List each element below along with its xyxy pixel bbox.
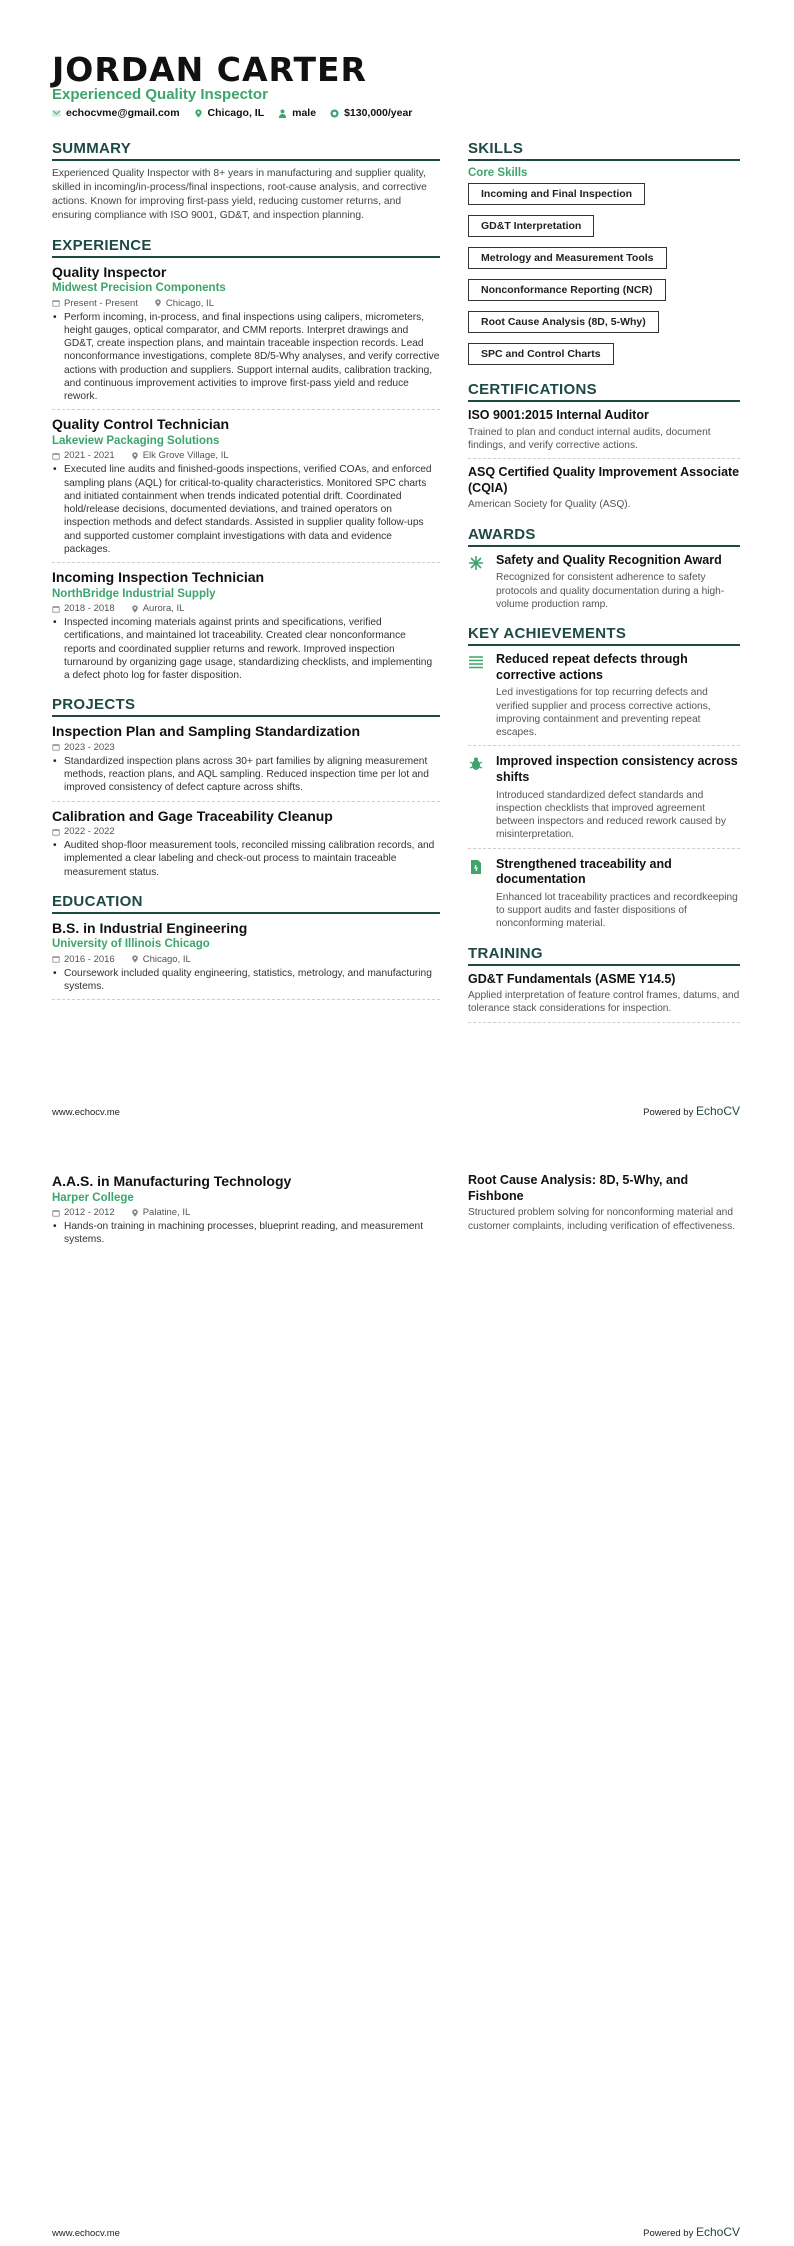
- footer-powered: [643, 1104, 740, 1118]
- awards-heading: AWARDS: [468, 526, 740, 547]
- contact-location: [194, 107, 265, 119]
- achievement-desc: Led investigations for top recurring defects and verified supplier and process corrective actions, improving containment and preventing repeat escapes.: [496, 687, 711, 738]
- education-item: [52, 920, 440, 1001]
- email-text: echocvme@gmail.com: [66, 107, 180, 119]
- calendar-icon: [52, 299, 60, 307]
- summary-heading: SUMMARY: [52, 140, 440, 161]
- certification-item: [468, 408, 740, 459]
- job-dates: 2021 - 2021: [64, 450, 115, 462]
- skill-tag: SPC and Control Charts: [468, 343, 614, 365]
- project-bullets: [52, 839, 440, 879]
- degree-title: A.A.S. in Manufacturing Technology: [52, 1173, 292, 1189]
- certification-title: ASQ Certified Quality Improvement Associate (CQIA): [468, 465, 740, 495]
- job-title: Incoming Inspection Technician: [52, 569, 265, 586]
- job-location: Aurora, IL: [142, 603, 185, 615]
- project-item: [52, 808, 440, 885]
- achievements-heading: KEY ACHIEVEMENTS: [468, 625, 740, 646]
- job-dates: Present - Present: [64, 297, 138, 309]
- skill-tag: GD&T Interpretation: [468, 215, 594, 237]
- skills-subheading: Core Skills: [468, 167, 528, 179]
- resume-page-2: [0, 1123, 794, 2246]
- achievement-desc: Enhanced lot traceability practices and recordkeeping to support audits and faster dispositions of nonconforming material.: [496, 891, 738, 930]
- skill-tag: Root Cause Analysis (8D, 5-Why): [468, 311, 659, 333]
- achievement-item: [468, 754, 740, 848]
- project-bullets: [52, 755, 440, 795]
- skills-heading: SKILLS: [468, 140, 740, 161]
- award-item: [468, 553, 740, 617]
- skill-tag: Incoming and Final Inspection: [468, 183, 645, 205]
- award-desc: Recognized for consistent adherence to safety protocols and quality documentation during a high-volume production ramp.: [496, 572, 725, 610]
- award-title: Safety and Quality Recognition Award: [496, 552, 722, 567]
- education-location: Chicago, IL: [142, 953, 191, 965]
- education-location: Palatine, IL: [142, 1207, 191, 1219]
- training-title: Root Cause Analysis: 8D, 5-Why, and Fishbone: [468, 1173, 689, 1203]
- calendar-icon: [52, 452, 60, 460]
- calendar-icon: [52, 605, 60, 613]
- document-icon: [468, 859, 484, 875]
- location-pin-icon: [131, 605, 139, 613]
- footer-site-link[interactable]: www.echocv.me: [52, 2228, 120, 2239]
- skill-tag-list: [468, 183, 740, 375]
- education-bullet: • Coursework included quality engineering, statistics, metrology, and manufacturing systems.: [52, 967, 440, 994]
- job-meta: [52, 298, 440, 309]
- certifications-heading: CERTIFICATIONS: [468, 381, 740, 402]
- calendar-icon: [52, 743, 60, 751]
- company-name: NorthBridge Industrial Supply: [52, 587, 216, 600]
- calendar-icon: [52, 1209, 60, 1217]
- skill-tag: Metrology and Measurement Tools: [468, 247, 667, 269]
- training-item: [468, 972, 740, 1023]
- degree-title: B.S. in Industrial Engineering: [52, 919, 248, 936]
- project-bullet: • Audited shop-floor measurement tools, reconciled missing calibration records, and implemented a clear labeling and check-out process to maintain traceable measurement status.: [52, 839, 440, 879]
- location-pin-icon: [131, 1209, 139, 1217]
- contact-salary: [330, 107, 412, 119]
- job-meta: [52, 603, 440, 614]
- footer-site-link[interactable]: www.echocv.me: [52, 1107, 120, 1118]
- school-name: Harper College: [52, 1191, 134, 1204]
- training-section: [468, 945, 740, 1023]
- left-column: [52, 140, 440, 1006]
- project-bullet: • Standardized inspection plans across 30+ part families by aligning measurement methods, reaction plans, and AQL sampling. Reduced inspection time per lot and improved consistency of defect capture across shifts.: [52, 755, 440, 795]
- awards-section: [468, 526, 740, 617]
- job-title: Quality Control Technician: [52, 416, 230, 433]
- training-heading: TRAINING: [468, 945, 740, 966]
- job-title: Quality Inspector: [52, 263, 167, 280]
- list-icon: [468, 654, 484, 670]
- achievements-section: [468, 625, 740, 937]
- projects-section: [52, 696, 440, 885]
- education-bullet: • Hands-on training in machining processes, blueprint reading, and measurement systems.: [52, 1220, 440, 1247]
- achievement-title: Improved inspection consistency across shifts: [496, 754, 738, 784]
- contact-row: [52, 107, 412, 119]
- project-dates: 2023 - 2023: [64, 741, 115, 753]
- achievement-item: [468, 652, 740, 746]
- skill-tag: Nonconformance Reporting (NCR): [468, 279, 666, 301]
- projects-heading: PROJECTS: [52, 696, 440, 717]
- project-item: [52, 723, 440, 801]
- footer-brand[interactable]: EchoCV: [695, 2225, 740, 2239]
- candidate-name: JORDAN CARTER: [52, 50, 367, 89]
- job-bullets: [52, 616, 440, 682]
- job-location: Elk Grove Village, IL: [142, 450, 229, 462]
- skills-section: [468, 140, 740, 375]
- certification-title: ISO 9001:2015 Internal Auditor: [468, 408, 649, 422]
- achievement-item: [468, 857, 740, 937]
- contact-gender: [278, 107, 316, 119]
- experience-item: [52, 416, 440, 563]
- achievement-desc: Introduced standardized defect standards and inspection checklists that improved agreement between inspectors and reduced rework caused by misinterpretation.: [496, 789, 726, 841]
- school-name: University of Illinois Chicago: [52, 938, 210, 951]
- education-bullets: [52, 967, 440, 994]
- calendar-icon: [52, 828, 60, 836]
- education-meta: [52, 1207, 440, 1218]
- job-bullets: [52, 463, 440, 556]
- right-column-continued: [468, 1173, 740, 1245]
- page-footer: [52, 1104, 740, 1118]
- experience-heading: EXPERIENCE: [52, 237, 440, 258]
- education-bullets: [52, 1220, 440, 1247]
- achievement-title: Reduced repeat defects through corrective actions: [496, 652, 688, 682]
- certification-desc: American Society for Quality (ASQ).: [468, 499, 631, 511]
- footer-powered: [643, 2225, 740, 2239]
- education-meta: [52, 954, 440, 965]
- job-meta: [52, 450, 440, 461]
- summary-text: Experienced Quality Inspector with 8+ years in manufacturing and supplier quality, skilled in incoming/in-process/final inspections, root-cause analysis, and corrective actions. Known for improving first-pass yield, reducing customer returns, and ensuring compliance with ISO 9001, GD&T, and inspection planning.: [52, 168, 427, 221]
- email-icon: [52, 109, 61, 118]
- project-dates: 2022 - 2022: [64, 826, 115, 838]
- job-bullet: • Executed line audits and finished-goods inspections, verified COAs, and enforced sampling plans (AQL) for critical-to-quality characteristics. Monitored SPC charts and initiated containment when trends indicated potential drift. Coordinated hold/release decisions, documented deviations, and trained operators on inspection methods and defect standards. Assisted in supplier quality follow-ups and supported customer complaint investigations with data and evidence packages.: [52, 463, 440, 556]
- project-meta: [52, 742, 440, 753]
- location-pin-icon: [194, 109, 203, 118]
- location-text: Chicago, IL: [207, 107, 265, 119]
- training-desc: Applied interpretation of feature control frames, datums, and tolerance stack considerations for inspection.: [468, 990, 740, 1015]
- job-bullet: • Inspected incoming materials against prints and specifications, verified certifications, and maintained lot traceability. Created clear nonconformance reports and coordinated supplier returns and rework. Improved inspection turnaround by organizing gage usage, standardizing checklists, and implementing a defect photo log for faster disposition.: [52, 616, 440, 682]
- footer-powered-label: Powered by: [643, 2228, 694, 2239]
- company-name: Lakeview Packaging Solutions: [52, 434, 220, 447]
- project-meta: [52, 826, 440, 837]
- contact-email[interactable]: [52, 107, 180, 119]
- education-dates: 2016 - 2016: [64, 953, 115, 965]
- certifications-section: [468, 381, 740, 518]
- certification-desc: Trained to plan and conduct internal audits, document findings, and verify corrective actions.: [468, 426, 711, 451]
- location-pin-icon: [131, 452, 139, 460]
- job-location: Chicago, IL: [165, 297, 214, 309]
- project-title: Inspection Plan and Sampling Standardization: [52, 723, 361, 740]
- salary-text: $130,000/year: [344, 107, 413, 119]
- salary-icon: [330, 109, 339, 118]
- training-item: [468, 1173, 740, 1239]
- left-column-continued: [52, 1173, 440, 1259]
- location-pin-icon: [131, 955, 139, 963]
- training-desc: Structured problem solving for nonconforming material and customer complaints, including verification of effectiveness.: [468, 1207, 736, 1232]
- candidate-title: Experienced Quality Inspector: [52, 86, 268, 103]
- project-title: Calibration and Gage Traceability Cleanup: [52, 807, 333, 824]
- footer-brand[interactable]: EchoCV: [695, 1104, 740, 1118]
- person-icon: [278, 109, 287, 118]
- training-title: GD&T Fundamentals (ASME Y14.5): [468, 971, 676, 986]
- certification-item: [468, 465, 740, 518]
- education-section: [52, 893, 440, 1001]
- bug-icon: [468, 756, 484, 772]
- gender-text: male: [292, 107, 317, 119]
- job-bullet: • Perform incoming, in-process, and final inspections using calipers, micrometers, height gauges, optical comparator, and CMM reports. Interpret drawings and GD&T, create inspection plans, and maintain traceable inspection records. Lead nonconformance investigations, complete 8D/5-Why analyses, and verify corrective actions with production and suppliers. Support internal audits, calibration tracking, and continuous improvement activities to improve first-pass yield and reduce rework.: [52, 311, 440, 404]
- experience-item: [52, 569, 440, 688]
- job-bullets: [52, 311, 440, 404]
- job-dates: 2018 - 2018: [64, 603, 115, 615]
- education-dates: 2012 - 2012: [64, 1207, 115, 1219]
- footer-powered-label: Powered by: [643, 1107, 694, 1118]
- achievement-title: Strengthened traceability and documentation: [496, 856, 672, 887]
- location-pin-icon: [154, 299, 162, 307]
- education-item: [52, 1173, 440, 1253]
- sparkle-icon: [468, 555, 484, 571]
- education-heading: EDUCATION: [52, 893, 440, 914]
- summary-section: [52, 140, 440, 223]
- company-name: Midwest Precision Components: [52, 282, 226, 295]
- experience-section: [52, 237, 440, 689]
- calendar-icon: [52, 955, 60, 963]
- experience-item: [52, 264, 440, 411]
- right-column: [468, 140, 740, 1029]
- page-footer: [52, 2225, 740, 2239]
